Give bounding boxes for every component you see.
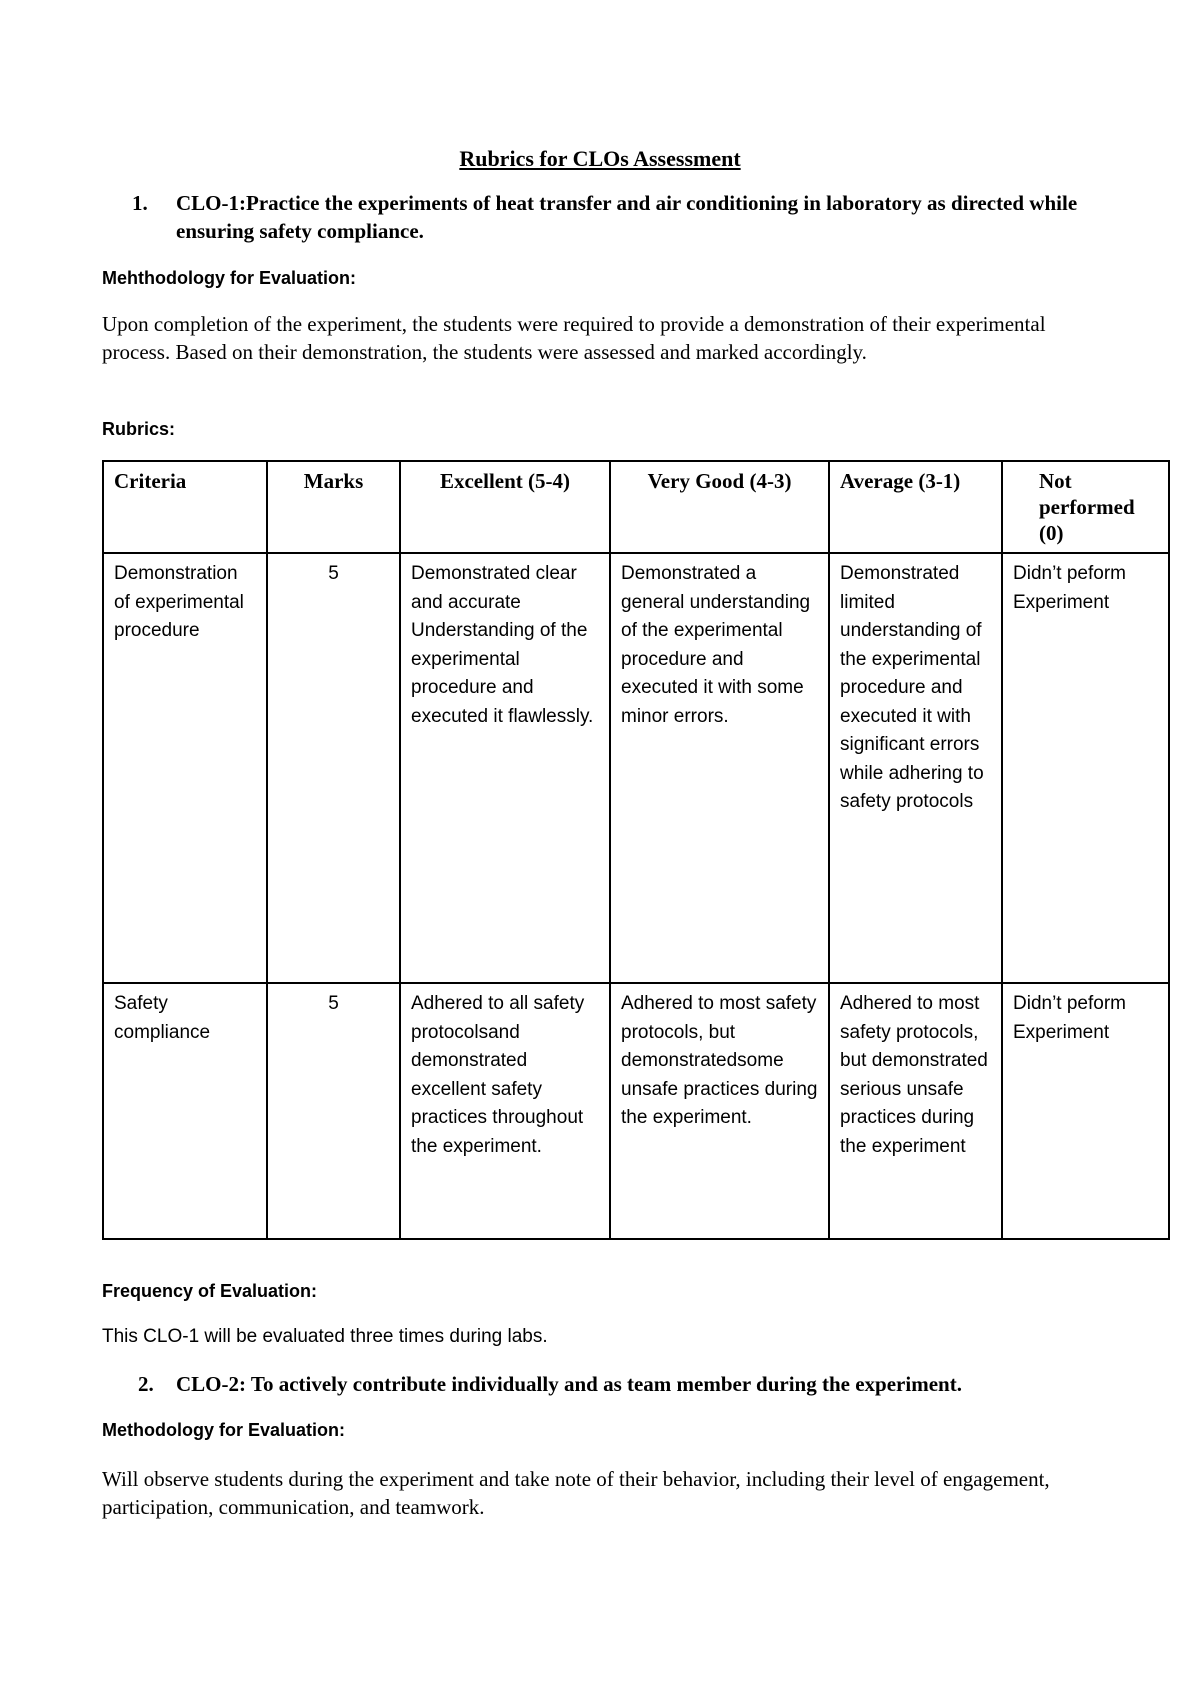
header-average: Average (3-1)	[829, 461, 1002, 553]
cell-average: Demonstrated limited understanding of the experimental procedure and executed it with significant errors while adhering to safety protocols	[829, 553, 1002, 983]
cell-excellent: Adhered to all safety protocolsand demonstrated excellent safety practices throughout the experiment.	[400, 983, 610, 1239]
rubric-table	[102, 460, 1170, 1240]
cell-criteria: Demonstration of experimental procedure	[103, 553, 267, 983]
frequency-heading: Frequency of Evaluation:	[102, 1281, 318, 1301]
cell-not-performed: Didn’t peform Experiment	[1002, 983, 1169, 1239]
header-criteria: Criteria	[103, 461, 267, 553]
header-not-performed: Not performed (0)	[1002, 461, 1169, 553]
frequency-text: This CLO-1 will be evaluated three times during labs.	[102, 1326, 548, 1347]
cell-excellent: Demonstrated clear and accurate Understanding of the experimental procedure and executed it flawlessly.	[400, 553, 610, 983]
table-row	[103, 553, 1169, 983]
rubrics-heading: Rubrics:	[102, 419, 176, 439]
table-header-row	[103, 461, 1169, 553]
cell-very-good: Demonstrated a general understanding of the experimental procedure and executed it with some minor errors.	[610, 553, 829, 983]
header-excellent: Excellent (5-4)	[400, 461, 610, 553]
cell-average: Adhered to most safety protocols, but demonstrated serious unsafe practices during the experiment	[829, 983, 1002, 1239]
clo-2-text: CLO-2: To actively contribute individually and as team member during the experiment.	[176, 1372, 962, 1396]
cell-criteria: Safety compliance	[103, 983, 267, 1239]
cell-marks: 5	[267, 983, 400, 1239]
methodology-2-heading: Methodology for Evaluation:	[102, 1420, 345, 1440]
cell-marks: 5	[267, 553, 400, 983]
cell-very-good: Adhered to most safety protocols, but demonstratedsome unsafe practices during the experiment.	[610, 983, 829, 1239]
table-row	[103, 983, 1169, 1239]
methodology-2-text: Will observe students during the experiment and take note of their behavior, including their level of engagement, participation, communication, and teamwork.	[102, 1467, 1050, 1519]
page-title: Rubrics for CLOs Assessment	[459, 146, 741, 171]
cell-not-performed: Didn’t peform Experiment	[1002, 553, 1169, 983]
methodology-1-heading: Mehthodology for Evaluation:	[102, 268, 356, 288]
header-marks: Marks	[267, 461, 400, 553]
clo-2-number: 2.	[138, 1372, 154, 1396]
methodology-1-text: Upon completion of the experiment, the students were required to provide a demonstration of their experimental process. Based on their demonstration, the students were assessed and marked accordingly.	[102, 312, 1046, 364]
clo-1-number: 1.	[132, 191, 148, 215]
header-very-good: Very Good (4-3)	[610, 461, 829, 553]
clo-1-text: CLO-1:Practice the experiments of heat transfer and air conditioning in laboratory as directed while ensuring safety compliance.	[176, 191, 1078, 243]
